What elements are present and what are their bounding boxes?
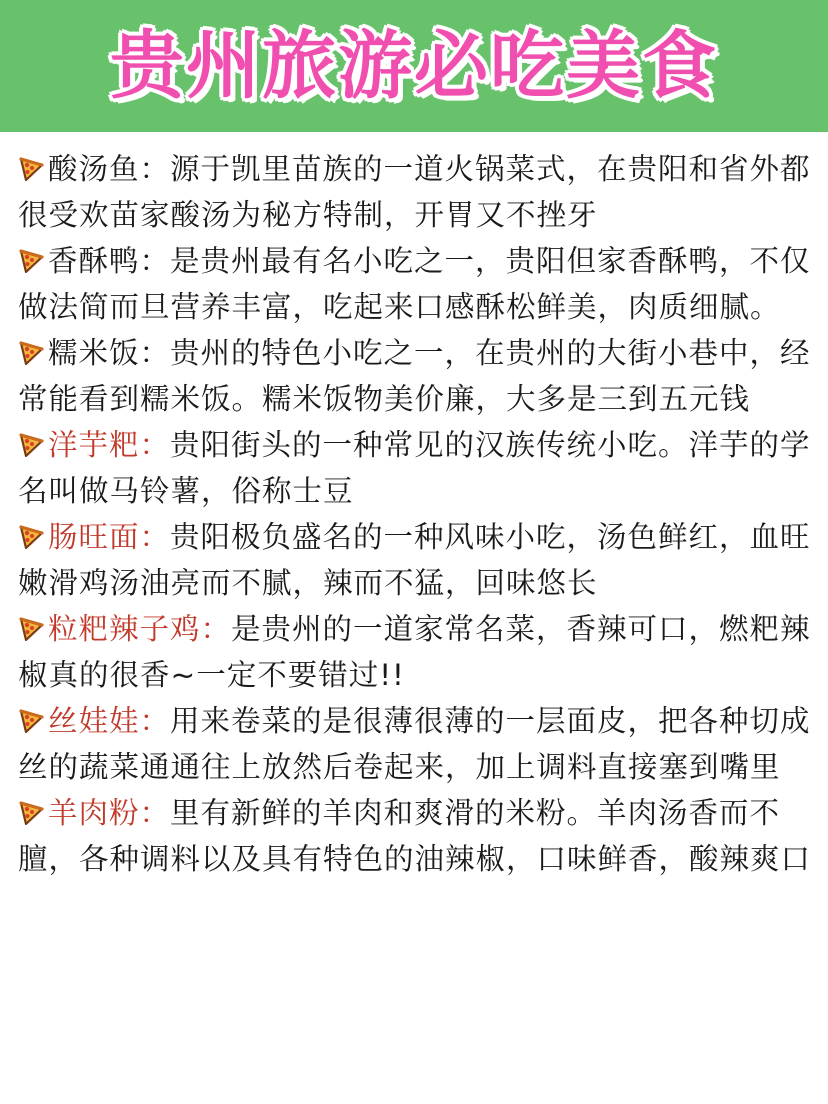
food-description: 是贵州最有名小吃之一，贵阳但家香酥鸭，不仅做法简而旦营养丰富，吃起来口感酥松鲜美，肉质细腻。 — [18, 244, 811, 324]
food-item — [18, 422, 818, 514]
food-item — [18, 698, 818, 790]
food-item — [18, 330, 818, 422]
food-name: 香酥鸭 — [48, 244, 140, 278]
food-item — [18, 514, 818, 606]
pizza-slice-icon — [18, 432, 44, 458]
food-name: 糯米饭 — [48, 336, 140, 370]
pizza-slice-icon — [18, 156, 44, 182]
pizza-slice-icon — [18, 524, 44, 550]
food-item — [18, 238, 818, 330]
food-name: 粒粑辣子鸡 — [48, 612, 201, 646]
pizza-slice-icon — [18, 616, 44, 642]
food-name: 酸汤鱼 — [48, 152, 140, 186]
pizza-slice-icon — [18, 800, 44, 826]
food-item — [18, 790, 818, 882]
food-description: 里有新鲜的羊肉和爽滑的米粉。羊肉汤香而不膻，各种调料以及具有特色的油辣椒，口味鲜香，酸辣爽口 — [18, 796, 812, 876]
food-separator: ： — [139, 244, 171, 278]
food-description: 用来卷菜的是很薄很薄的一层面皮，把各种切成丝的蔬菜通通往上放然后卷起来，加上调料直接塞到嘴里 — [18, 704, 811, 784]
food-separator: ： — [139, 152, 171, 186]
pizza-slice-icon — [18, 248, 44, 274]
food-separator: ： — [139, 428, 171, 462]
food-separator: ： — [139, 704, 171, 738]
food-separator: ： — [139, 336, 171, 370]
food-item — [18, 146, 818, 238]
page-title: 贵州旅游必吃美食 — [110, 23, 718, 109]
food-name: 丝娃娃 — [48, 704, 140, 738]
pizza-slice-icon — [18, 708, 44, 734]
food-description: 贵阳极负盛名的一种风味小吃，汤色鲜红，血旺嫩滑鸡汤油亮而不腻，辣而不猛，回味悠长 — [18, 520, 811, 600]
food-name: 洋芋粑 — [48, 428, 140, 462]
food-description: 贵州的特色小吃之一，在贵州的大街小巷中，经常能看到糯米饭。糯米饭物美价廉，大多是三到五元钱 — [18, 336, 811, 416]
food-name: 羊肉粉 — [48, 796, 140, 830]
food-separator: ： — [200, 612, 232, 646]
food-separator: ： — [139, 520, 171, 554]
food-separator: ： — [139, 796, 171, 830]
header-banner — [0, 0, 828, 132]
food-description: 贵阳街头的一种常见的汉族传统小吃。洋芋的学名叫做马铃薯，俗称士豆 — [18, 428, 811, 508]
food-list — [18, 146, 818, 882]
food-name: 肠旺面 — [48, 520, 140, 554]
food-description: 是贵州的一道家常名菜，香辣可口，燃粑辣椒真的很香~一定不要错过!! — [18, 612, 811, 692]
pizza-slice-icon — [18, 340, 44, 366]
food-item — [18, 606, 818, 698]
food-description: 源于凯里苗族的一道火锅菜式，在贵阳和省外都很受欢苗家酸汤为秘方特制，开胃又不挫牙 — [18, 152, 811, 232]
